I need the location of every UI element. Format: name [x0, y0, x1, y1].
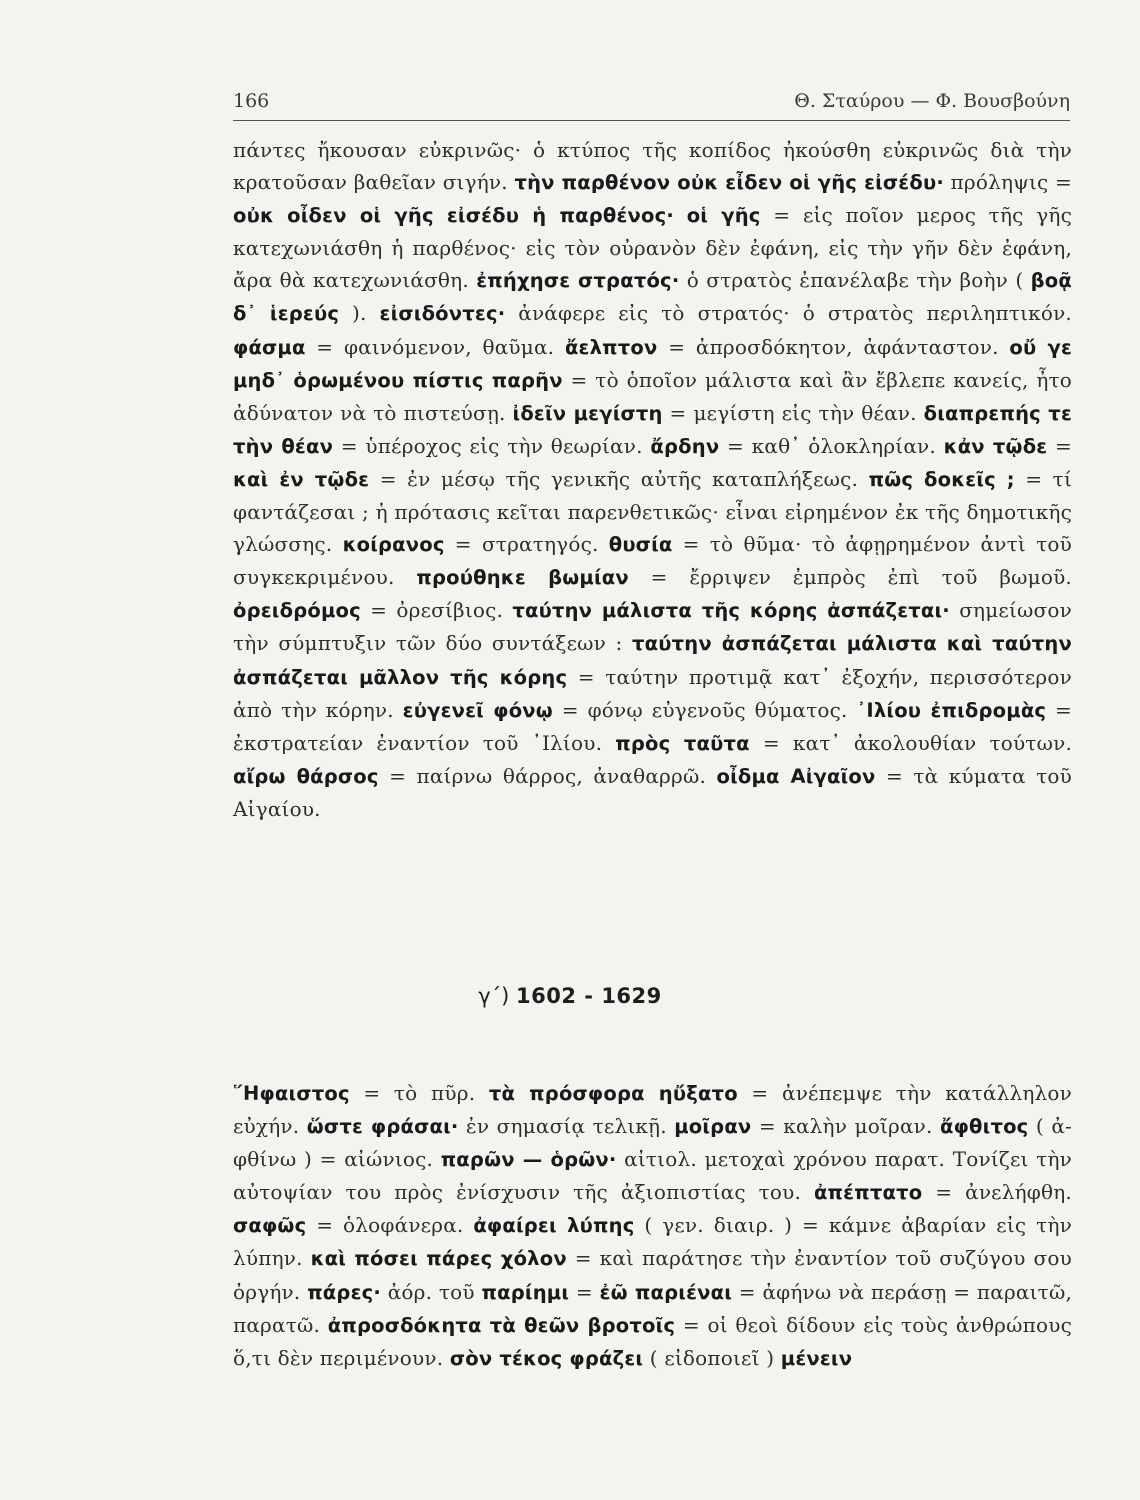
lemma-term: ὥστε φράσαι·	[306, 1115, 459, 1139]
lemma-term: ἀπέπτατο	[813, 1181, 923, 1205]
gloss-text: =	[1047, 433, 1073, 458]
lemma-term: ῞Ηφαιστος	[233, 1082, 350, 1105]
lemma-term: πάρες·	[307, 1280, 381, 1304]
lemma-term: παρίημι	[481, 1280, 570, 1304]
section-heading	[0, 984, 1140, 1008]
gloss-text: = τὸ θῦμα· τὸ ἀφῃρημένον ἀντὶ τοῦ συγκεκριμένου.	[233, 532, 1072, 590]
lemma-term: ταύτην μάλιστα τῆς κόρης ἀσπάζεται·	[512, 599, 950, 623]
gloss-text: = ταύτην προτιμᾷ κατ᾽ ἐξοχήν, περισσότερον ἀπὸ τὴν κόρην.	[233, 664, 1072, 722]
gloss-text: = ὀρεσίβιος.	[360, 598, 513, 623]
gloss-text: ( γεν. διαιρ. ) = κάμνε ἀβαρίαν εἰς τὴν λύπην.	[233, 1213, 1072, 1271]
lemma-term: οὐκ οἶδεν οἱ γῆς εἰσέδυ ἡ παρθένος·	[233, 204, 674, 228]
commentary-paragraph-2	[233, 1077, 1072, 1375]
lemma-term: πῶς δοκεῖς ;	[868, 467, 1015, 491]
gloss-text: = κατ᾽ ἀκολουθίαν τούτων.	[749, 730, 1072, 755]
gloss-text: ( ἀ-φθίνω ) = αἰώνιος.	[233, 1114, 1072, 1172]
gloss-text: = φαινόμενον, θαῦμα.	[305, 334, 565, 359]
gloss-text: = καθ᾽ ὁλοκληρίαν.	[719, 433, 944, 458]
lemma-term: οἶδμα Αἰγαῖον	[716, 764, 876, 788]
lemma-term: σαφῶς	[233, 1214, 307, 1238]
lemma-term: βοᾷ δ᾽ ἱερεύς	[233, 269, 1072, 326]
lemma-term: ἐπήχησε στρατός·	[476, 269, 680, 293]
lemma-term: ὀρειδρόμος	[233, 599, 361, 623]
gloss-text: = τὸ πῦρ.	[349, 1081, 489, 1105]
lemma-term: ἄρδην	[650, 434, 720, 458]
gloss-text: = φόνῳ εὐγενοῦς θύματος.	[552, 697, 857, 722]
gloss-text: = στρατηγός.	[444, 532, 609, 557]
gloss-text: = τί φαντάζεσαι ; ἡ πρότασις κεῖται παρενθετικῶς· εἶναι εἰρημένον ἐκ τῆς δημοτικῆς γλώσσης.	[233, 466, 1072, 557]
running-header	[233, 86, 1070, 121]
lemma-term: ἐῶ παριέναι	[599, 1280, 733, 1304]
lemma-term: διαπρεπής τε τὴν θέαν	[233, 401, 1072, 458]
gloss-text: = μεγίστη εἰς τὴν θέαν.	[662, 400, 924, 425]
lemma-term: μένειν	[780, 1346, 853, 1370]
gloss-text: =	[569, 1279, 600, 1304]
lemma-term: εἰσιδόντες·	[379, 302, 506, 326]
gloss-text: = παίρνω θάρρος, ἀναθαρρῶ.	[378, 763, 717, 788]
gloss-text: πρόληψις =	[943, 170, 1072, 195]
gloss-text: ἐν σημασίᾳ τελικῇ.	[458, 1114, 675, 1139]
running-head-authors: Θ. Σταύρου — Φ. Βουσβούνη	[794, 90, 1070, 112]
lemma-term: τὴν παρθένον οὐκ εἶδεν οἱ γῆς εἰσέδυ·	[514, 171, 944, 195]
lemma-term: κἀν τῷδε	[943, 434, 1048, 458]
gloss-text: = ὁλοφάνερα.	[306, 1213, 474, 1238]
lemma-term: καὶ ἐν τῷδε	[233, 467, 370, 491]
gloss-text: ἀόρ. τοῦ	[381, 1279, 482, 1304]
lemma-term: φάσμα	[233, 335, 306, 359]
gloss-text: = ὑπέροχος εἰς τὴν θεωρίαν.	[333, 433, 651, 458]
gloss-text	[674, 203, 687, 227]
lemma-term: καὶ πόσει πάρες χόλον	[310, 1247, 567, 1271]
lemma-term: οἱ γῆς	[686, 204, 761, 228]
lemma-term: ἀπροσδόκητα τὰ θεῶν βροτοῖς	[327, 1313, 676, 1337]
lemma-term: ᾽Ιλίου ἐπιδρομὰς	[856, 698, 1047, 722]
gloss-text: αἰτιολ. μετοχαὶ χρόνου παρατ. Τονίζει τὴν αὐτοψίαν του πρὸς ἐνίσχυσιν τῆς ἀξιοπιστίας του.	[233, 1147, 1072, 1205]
gloss-text: πάντες ἤκουσαν εὐκρινῶς· ὁ κτύπος τῆς κοπίδος ἠκούσθη εὐκρινῶς διὰ τὴν κρατοῦσαν βαθεῖαν σιγήν.	[233, 138, 1072, 195]
gloss-text: = ἀνέπεμψε τὴν κατάλληλον εὐχήν.	[233, 1081, 1072, 1139]
lemma-term: ἀφαίρει λύπης	[473, 1214, 635, 1238]
gloss-text: = ἐν μέσῳ τῆς γενικῆς αὐτῆς καταπλήξεως.	[369, 466, 869, 491]
lemma-term: σὸν τέκος φράζει	[449, 1346, 644, 1370]
section-label: γ΄)	[478, 984, 510, 1008]
lemma-term: ταύτην ἀσπάζεται μάλιστα καὶ ταύτην ἀσπάζεται μᾶλλον τῆς κόρης	[233, 632, 1072, 689]
page-number: 166	[233, 90, 270, 112]
gloss-text: = ἀνελήφθη.	[922, 1180, 1072, 1205]
lemma-term: ἄελπτον	[564, 335, 658, 359]
lemma-term: οὔ γε μηδ᾽ ὁρωμένου πίστις παρῆν	[233, 335, 1073, 392]
gloss-text: = εἰς ποῖον μερος τῆς γῆς κατεχωνιάσθη ἡ παρθένος· εἰς τὸν οὐρανὸν δὲν ἐφάνη, εἰς τὴν γῆν δὲν ἐφάνη, ἄρα θὰ κατεχωνιάσθη.	[233, 203, 1072, 293]
gloss-text: = ἐκστρατείαν ἐναντίον τοῦ ᾽Ιλίου.	[233, 697, 1073, 755]
lemma-term: πρὸς ταῦτα	[615, 731, 750, 755]
gloss-text: ἀνάφερε εἰς τὸ στρατός· ὁ στρατὸς περιληπτικόν.	[505, 301, 1072, 326]
gloss-text: = καὶ παράτησε τὴν ἐναντίον τοῦ συζύγου σου ὀργήν.	[233, 1246, 1072, 1304]
lemma-term: εὐγενεῖ φόνῳ	[402, 698, 553, 722]
gloss-text: = ἀφήνω νὰ περάσῃ = παραιτῶ, παρατῶ.	[233, 1279, 1073, 1337]
gloss-text: = τὰ κύματα τοῦ Αἰγαίου.	[233, 763, 1072, 821]
lemma-term: ἰδεῖν μεγίστη	[512, 401, 663, 425]
lemma-term: προύθηκε βωμίαν	[416, 566, 629, 590]
gloss-text: ( εἰδοποιεῖ )	[643, 1345, 781, 1370]
gloss-text: = ἀπροσδόκητον, ἀφάνταστον.	[657, 334, 1010, 359]
gloss-text: = ἔρριψεν ἐμπρὸς ἐπὶ τοῦ βωμοῦ.	[628, 565, 1072, 590]
lemma-term: κοίρανος	[342, 533, 445, 557]
lemma-term: αἴρω θάρσος	[233, 764, 379, 788]
commentary-paragraph-1	[233, 134, 1072, 825]
lemma-term: ἄφθιτος	[940, 1115, 1029, 1139]
verse-range: 1602 - 1629	[516, 984, 662, 1008]
gloss-text: ).	[339, 301, 380, 326]
lemma-term: παρῶν — ὁρῶν·	[440, 1148, 617, 1172]
gloss-text: ὁ στρατὸς ἐπανέλαβε τὴν βοὴν (	[679, 268, 1031, 293]
gloss-text: = τὸ ὁποῖον μάλιστα καὶ ἂν ἔβλεπε κανείς, ἦτο ἀδύνατον νὰ τὸ πιστεύσῃ.	[233, 367, 1073, 425]
lemma-term: τὰ πρόσφορα ηὔξατο	[488, 1082, 738, 1105]
gloss-text: = καλὴν μοῖραν.	[751, 1114, 940, 1139]
lemma-term: μοῖραν	[674, 1115, 752, 1139]
lemma-term: θυσία	[608, 533, 673, 557]
gloss-text: = οἱ θεοὶ δίδουν εἰς τοὺς ἀνθρώπους ὅ,τι δὲν περιμένουν.	[233, 1312, 1072, 1370]
gloss-text: σημείωσον τὴν σύμπτυξιν τῶν δύο συντάξεων :	[233, 598, 1072, 656]
